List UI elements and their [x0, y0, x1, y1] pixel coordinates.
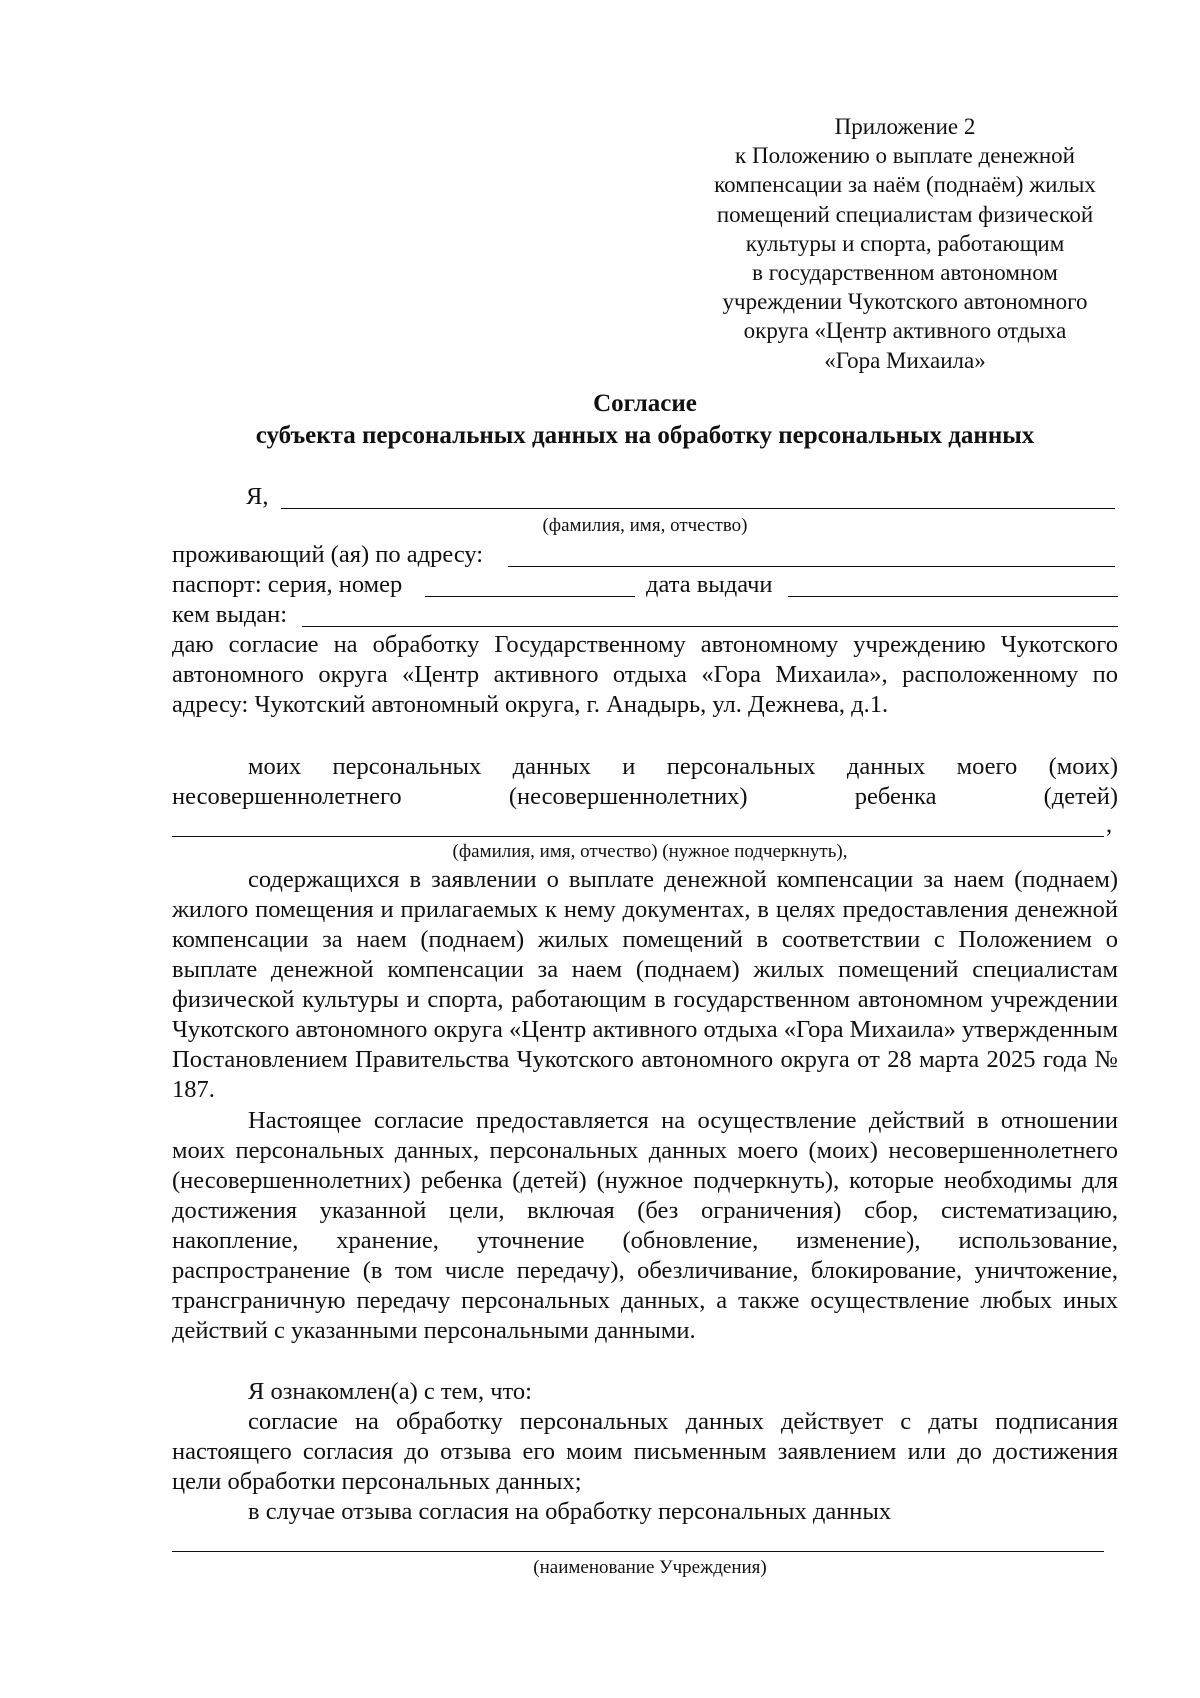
appendix-line: в государственном автономном	[752, 260, 1058, 286]
issue-date-label: дата выдачи	[646, 571, 773, 598]
issue-date-line[interactable]	[788, 596, 1118, 597]
child-name-line[interactable]	[172, 836, 1104, 837]
fio-caption: (фамилия, имя, отчество)	[542, 515, 748, 536]
title-line-1: Согласие	[593, 390, 697, 417]
appendix-line: компенсации за наём (поднаём) жилых	[714, 172, 1096, 198]
fio-line[interactable]	[281, 508, 1115, 509]
revoke-paragraph	[172, 1497, 1118, 1527]
appendix-line: Приложение 2	[834, 114, 976, 139]
issued-by-label: кем выдан:	[172, 601, 288, 628]
contained-paragraph	[172, 865, 1118, 1105]
consent-text: даю согласие на обработку Государственному автономному учреждению Чукотского автономного округа «Центр активного отдыха «Гора Михаила», расположенному по адресу: Чукотский автономный округа, г. Анадырь, ул. Дежнева, д.1.	[172, 631, 1118, 718]
acquainted-paragraph	[172, 1377, 1118, 1407]
institution-line[interactable]	[172, 1551, 1104, 1552]
acquainted-text: Я ознакомлен(а) с тем, что:	[248, 1378, 532, 1405]
my-data-line-2: несовершеннолетнего (несовершеннолетних) ребенка (детей)	[172, 783, 1118, 810]
consent-paragraph	[172, 630, 1118, 720]
present-consent-text: Настоящее согласие предоставляется на осуществление действий в отношении моих персональных данных, персональных данных моего (моих) несовершеннолетнего (несовершеннолетних) ребенка (детей) (нужное подчеркнуть), которые необходимы для достижения указанной цели, включая (без ограничения) сбор, систематизацию, накопление, хранение, уточнение (обновление, изменение), использование, распространение (в том числе передачу), обезличивание, блокирование, уничтожение, трансграничную передачу персональных данных, а также осуществление любых иных действий с указанными персональными данными.	[172, 1107, 1118, 1344]
contained-text: содержащихся в заявлении о выплате денежной компенсации за наем (поднаем) жилого помещения и прилагаемых к нему документах, в целях предоставления денежной компенсации за наем (поднаем) жилых помещений в соответствии с Положением о выплате денежной компенсации за наем (поднаем) жилых помещений специалистам физической культуры и спорта, работающим в государственном автономном учреждении Чукотского автономного округа «Центр активного отдыха «Гора Михаила» утвержденным Постановлением Правительства Чукотского автономного округа от 28 марта 2025 года № 187.	[172, 866, 1118, 1103]
validity-text: согласие на обработку персональных данных действует с даты подписания настоящего согласия до отзыва его моим письменным заявлением или до достижения цели обработки персональных данных;	[172, 1408, 1118, 1495]
appendix-line: округа «Центр активного отдыха	[743, 318, 1067, 344]
issued-by-line[interactable]	[302, 626, 1118, 627]
appendix-header	[690, 112, 1120, 375]
institution-caption: (наименование Учреждения)	[533, 1557, 767, 1578]
passport-label: паспорт: серия, номер	[172, 571, 403, 598]
present-consent-paragraph	[172, 1106, 1118, 1346]
passport-number-line[interactable]	[425, 596, 635, 597]
title-line-2: субъекта персональных данных на обработку персональных данных	[255, 422, 1035, 449]
document-title	[172, 388, 1118, 452]
my-data-paragraph	[172, 752, 1118, 812]
appendix-line: культуры и спорта, работающим	[745, 230, 1065, 256]
appendix-line: помещений специалистам физической	[716, 201, 1094, 227]
my-data-line-1: моих персональных данных и персональных данных моего (моих)	[248, 753, 1118, 780]
address-line[interactable]	[508, 566, 1115, 567]
i-label: Я,	[246, 483, 269, 510]
appendix-line: учреждении Чукотского автономного	[722, 289, 1088, 315]
child-caption: (фамилия, имя, отчество) (нужное подчеркнуть),	[452, 841, 848, 862]
appendix-line: к Положению о выплате денежной	[735, 143, 1075, 169]
child-line-comma: ,	[1106, 811, 1113, 838]
revoke-text: в случае отзыва согласия на обработку персональных данных	[248, 1498, 892, 1525]
validity-paragraph	[172, 1407, 1118, 1497]
appendix-line: «Гора Михаила»	[824, 347, 986, 373]
address-label: проживающий (ая) по адресу:	[172, 541, 484, 568]
